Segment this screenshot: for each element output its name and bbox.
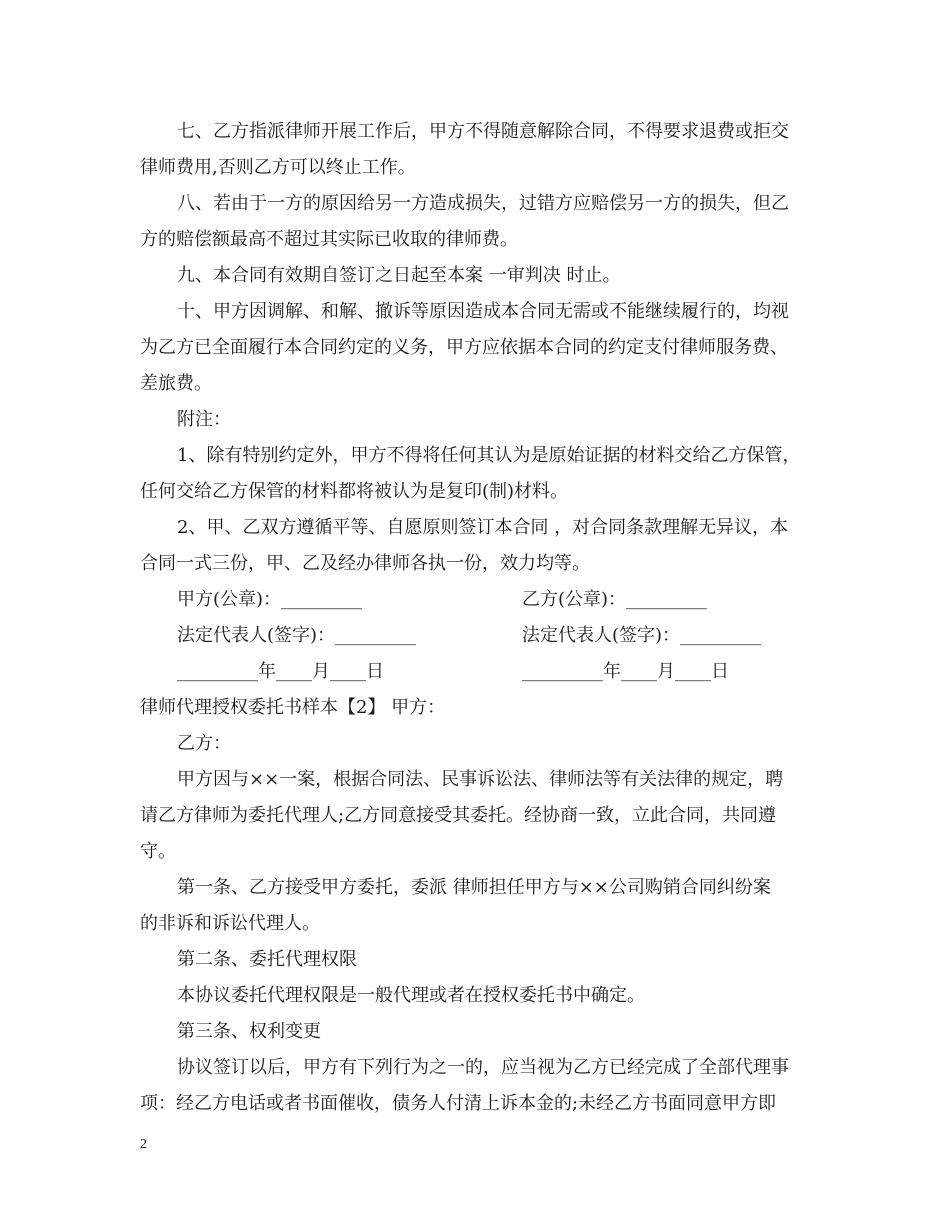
article-2-body: 本协议委托代理权限是一般代理或者在授权委托书中确定。: [177, 985, 645, 1006]
party-a-date-line: _________年____月____日: [177, 661, 384, 682]
paragraph-10-line-2: 为乙方已全面履行本合同约定的义务，甲方应依据本合同的约定支付律师服务费、: [140, 337, 788, 358]
party-b-seal-line: 乙方(公章)：_________: [522, 589, 708, 610]
section-title-line: 律师代理授权委托书样本【2】 甲方：: [140, 697, 446, 718]
party-b-line: 乙方：: [177, 733, 231, 754]
party-b-rep-line: 法定代表人(签字)：_________: [522, 625, 762, 646]
note-heading: 附注：: [177, 409, 231, 430]
article-1-line-2: 的非诉和诉讼代理人。: [140, 913, 320, 934]
article-1-line-1: 第一条、乙方接受甲方委托，委派 律师担任甲方与××公司购销合同纠纷案: [177, 877, 771, 898]
article-3-body-line-2: 项：经乙方电话或者书面催收，债务人付清上诉本金的;未经乙方书面同意甲方即: [140, 1093, 777, 1114]
preamble-line-3: 守。: [140, 841, 176, 862]
party-a-rep-line: 法定代表人(签字)：_________: [177, 625, 417, 646]
note-2-line-1: 2、甲、乙双方遵循平等、自愿原则签订本合同 ，对合同条款理解无异议，本: [177, 517, 789, 538]
paragraph-10-line-3: 差旅费。: [140, 373, 212, 394]
paragraph-8-line-2: 方的赔偿额最高不超过其实际已收取的律师费。: [140, 229, 518, 250]
article-3-heading: 第三条、权利变更: [177, 1021, 321, 1042]
note-1-line-1: 1、除有特别约定外，甲方不得将任何其认为是原始证据的材料交给乙方保管，: [177, 445, 801, 466]
paragraph-10-line-1: 十、甲方因调解、和解、撤诉等原因造成本合同无需或不能继续履行的，均视: [177, 301, 789, 322]
article-3-body-line-1: 协议签订以后，甲方有下列行为之一的，应当视为乙方已经完成了全部代理事: [177, 1057, 789, 1078]
note-1-line-2: 任何交给乙方保管的材料都将被认为是复印(制)材料。: [140, 481, 569, 502]
paragraph-8-line-1: 八、若由于一方的原因给另一方造成损失，过错方应赔偿另一方的损失，但乙: [177, 193, 789, 214]
paragraph-7-line-2: 律师费用,否则乙方可以终止工作。: [140, 157, 416, 178]
preamble-line-2: 请乙方律师为委托代理人;乙方同意接受其委托。经协商一致，立此合同，共同遵: [140, 805, 777, 826]
paragraph-9: 九、本合同有效期自签订之日起至本案 一审判决 时止。: [177, 265, 621, 286]
preamble-line-1: 甲方因与××一案，根据合同法、民事诉讼法、律师法等有关法律的规定，聘: [177, 769, 784, 790]
note-2-line-2: 合同一式三份，甲、乙及经办律师各执一份，效力均等。: [140, 553, 590, 574]
page-number: 2: [140, 1137, 147, 1152]
paragraph-7-line-1: 七、乙方指派律师开展工作后，甲方不得随意解除合同，不得要求退费或拒交: [177, 121, 789, 142]
article-2-heading: 第二条、委托代理权限: [177, 949, 357, 970]
party-b-date-line: _________年____月____日: [522, 661, 729, 682]
party-a-seal-line: 甲方(公章)：_________: [177, 589, 363, 610]
